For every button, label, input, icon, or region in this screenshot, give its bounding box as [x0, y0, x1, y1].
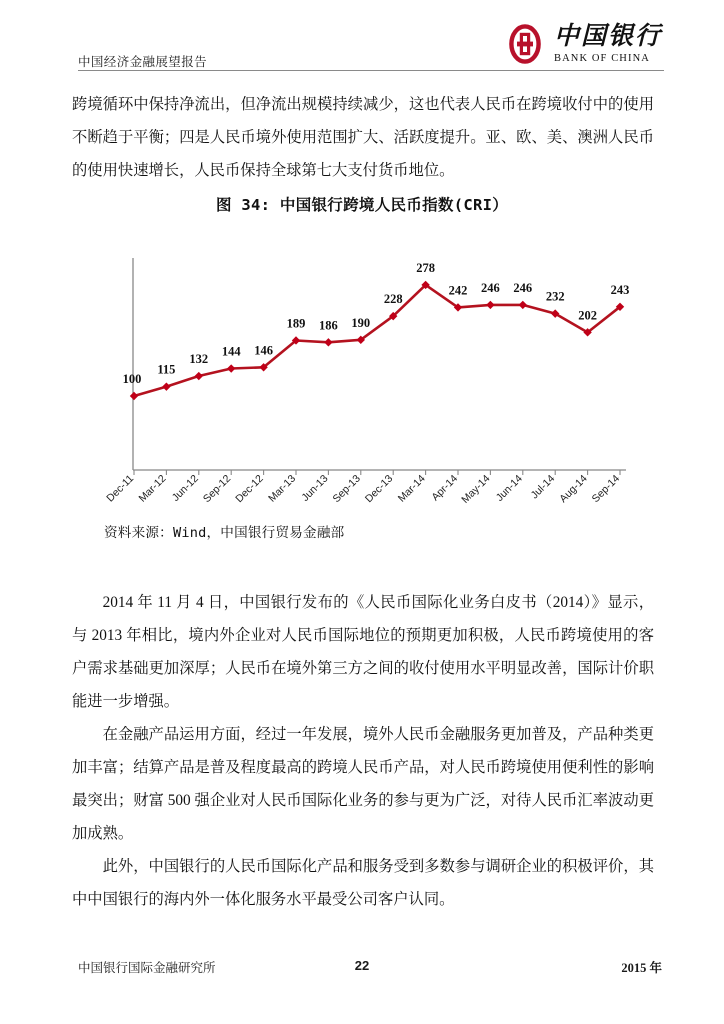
x-axis-label: Jun-12	[169, 472, 201, 504]
x-axis-label: Sep-13	[330, 472, 363, 506]
header-report-title: 中国经济金融展望报告	[78, 55, 208, 69]
data-point-label: 232	[545, 289, 565, 304]
paragraph-2: 2014 年 11 月 4 日，中国银行发布的《人民币国际化业务白皮书（2014）》显示，与 2013 年相比，境内外企业对人民币国际地位的预期更加积极，人民币跨境使用的客户需求基础更加深厚；人民币在境外第三方之间的收付使用水平明显改善，国际计价职能进一步增强。	[72, 594, 654, 710]
data-point-marker	[486, 301, 494, 309]
x-axis-label: Sep-12	[200, 472, 234, 506]
cri-data-labels	[123, 261, 630, 386]
boc-english-name: BANK OF CHINA	[553, 52, 650, 64]
boc-wordmark	[554, 24, 662, 65]
data-point-label: 100	[122, 372, 142, 386]
footer-institute: 中国银行国际金融研究所	[78, 961, 216, 975]
paragraph-4: 此外，中国银行的人民币国际化产品和服务受到多数参与调研企业的积极评价，其中中国银行的海内外一体化服务水平最受公司客户认同。	[72, 858, 654, 908]
data-point-marker	[227, 364, 235, 372]
boc-coin-icon	[505, 24, 545, 64]
data-point-label: 246	[513, 280, 533, 295]
x-axis-label: Sep-14	[589, 472, 623, 506]
x-axis-label: Dec-12	[233, 472, 266, 506]
data-point-label: 115	[157, 362, 176, 377]
x-axis-labels	[104, 473, 622, 506]
data-point-label: 278	[416, 260, 435, 275]
data-point-label: 189	[286, 316, 306, 331]
x-axis-label: May-14	[459, 472, 493, 506]
cri-line-chart	[0, 232, 724, 517]
data-point-label: 186	[319, 318, 338, 333]
x-axis-label: Apr-14	[429, 472, 461, 504]
footer-page-number: 22	[354, 958, 370, 973]
footer-year: 2015 年	[621, 961, 662, 975]
x-axis-label: Aug-14	[557, 472, 590, 506]
paragraph-top: 跨境循环中保持净流出，但净流出规模持续减少，这也代表人民币在跨境收付中的使用不断趋于平衡；四是人民币境外使用范围扩大、活跃度提升。亚、欧、美、澳洲人民币的使用快速增长，人民币保持全球第七大支付货币地位。	[72, 96, 654, 179]
data-point-label: 190	[351, 315, 371, 330]
x-axis-label: Jun-13	[299, 472, 331, 504]
x-axis-label: Dec-11	[104, 472, 137, 505]
chart-canvas	[0, 232, 724, 517]
data-point-label: 228	[383, 292, 403, 307]
data-point-marker	[519, 301, 527, 309]
data-point-label: 246	[481, 280, 500, 295]
x-axis-label: Dec-13	[362, 472, 396, 506]
boc-chinese-name: 中国银行	[553, 22, 662, 50]
x-axis-label: Jun-14	[493, 472, 525, 504]
data-point-label: 242	[448, 283, 468, 298]
data-point-marker	[162, 382, 170, 390]
x-axis-label: Mar-12	[136, 472, 169, 505]
x-axis-label: Jul-14	[528, 472, 558, 502]
page-header	[0, 0, 724, 78]
page-footer	[0, 958, 724, 982]
data-point-label: 144	[221, 344, 241, 359]
figure-title: 图 34: 中国银行跨境人民币指数(CRI）	[215, 196, 509, 214]
data-point-label: 146	[254, 343, 273, 358]
data-point-label: 132	[189, 352, 209, 366]
x-axis-label: Mar-14	[395, 472, 428, 505]
paragraph-3: 在金融产品运用方面，经过一年发展，境外人民币金融服务更加普及，产品种类更加丰富；结算产品是普及程度最高的跨境人民币产品，对人民币跨境使用便利性的影响最突出；财富 500 强企业对人民币国际化业务的参与更为广泛，对待人民币汇率波动更加成熟。	[72, 726, 654, 842]
data-point-label: 243	[610, 282, 630, 297]
x-axis-label: Mar-13	[266, 472, 299, 505]
bank-of-china-logo	[505, 20, 662, 68]
data-point-label: 202	[578, 308, 597, 323]
header-divider	[78, 70, 664, 71]
figure-source: 资料来源：Wind，中国银行贸易金融部	[104, 525, 345, 541]
data-point-marker	[195, 372, 203, 380]
data-point-marker	[324, 338, 332, 346]
data-point-marker	[130, 392, 138, 400]
